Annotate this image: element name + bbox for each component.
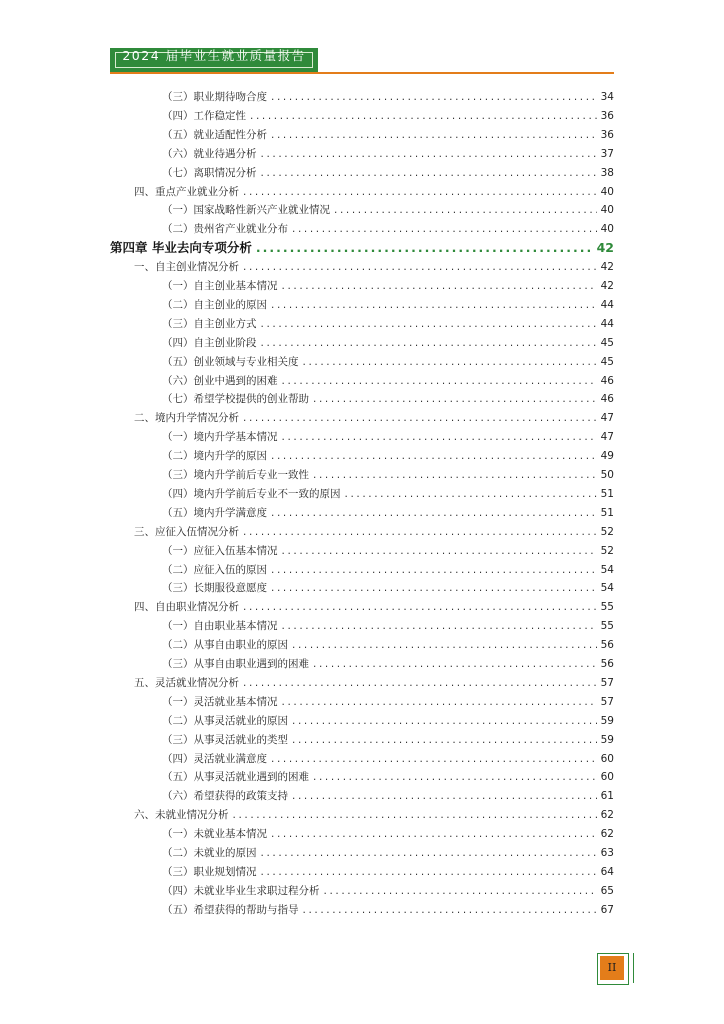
toc-entry-page-number: 55 <box>600 620 614 633</box>
page-number: II <box>600 956 624 980</box>
toc-entry-label: （一）自主创业基本情况 <box>162 280 278 292</box>
toc-dot-leader <box>271 750 597 768</box>
toc-subsection-entry[interactable] <box>162 901 614 919</box>
toc-dot-leader <box>345 485 597 503</box>
toc-dot-leader <box>250 107 597 125</box>
toc-dot-leader <box>271 579 597 597</box>
toc-entry-label: （一）境内升学基本情况 <box>162 431 278 444</box>
toc-entry-page-number: 45 <box>600 355 614 368</box>
toc-entry-label: （一）灵活就业基本情况 <box>162 695 278 708</box>
toc-entry-label: （二）自主创业的原因 <box>162 298 267 311</box>
toc-entry-label: （五）境内升学满意度 <box>162 506 267 519</box>
toc-entry-page-number: 38 <box>600 166 614 179</box>
toc-dot-leader <box>282 693 597 711</box>
toc-subsection-entry[interactable] <box>162 542 614 560</box>
toc-subsection-entry[interactable] <box>162 164 614 182</box>
toc-dot-leader <box>303 353 597 371</box>
toc-entry-page-number: 42 <box>600 280 614 292</box>
toc-subsection-entry[interactable] <box>162 844 614 862</box>
toc-dot-leader <box>271 88 597 106</box>
toc-entry-label: 五、灵活就业情况分析 <box>134 676 239 689</box>
toc-entry-label: （四）工作稳定性 <box>162 109 246 122</box>
toc-entry-page-number: 49 <box>600 450 614 463</box>
toc-entry-label: （一）应征入伍基本情况 <box>162 544 278 557</box>
toc-entry-label: （四）自主创业阶段 <box>162 336 257 349</box>
toc-entry-label: （三）职业规划情况 <box>162 865 257 878</box>
toc-entry-label: （五）从事灵活就业遇到的困难 <box>162 771 309 784</box>
toc-dot-leader <box>243 409 597 427</box>
toc-dot-leader <box>282 542 597 560</box>
toc-entry-page-number: 45 <box>600 336 614 349</box>
toc-subsection-entry[interactable] <box>162 712 614 730</box>
header-divider <box>318 72 614 74</box>
toc-entry-label: （二）贵州省产业就业分布 <box>162 223 288 236</box>
toc-subsection-entry[interactable] <box>162 334 614 352</box>
toc-entry-page-number: 37 <box>600 147 614 160</box>
toc-entry-page-number: 57 <box>600 695 614 708</box>
report-title: 2024 届毕业生就业质量报告 <box>122 48 306 63</box>
header-divider-left <box>110 72 318 74</box>
toc-entry-page-number: 56 <box>600 639 614 652</box>
toc-subsection-entry[interactable] <box>162 466 614 484</box>
toc-dot-leader <box>313 466 597 484</box>
toc-entry-page-number: 62 <box>600 809 614 822</box>
toc-subsection-entry[interactable] <box>162 655 614 673</box>
toc-section-entry[interactable] <box>134 523 614 541</box>
toc-entry-page-number: 52 <box>600 525 614 538</box>
toc-entry-label: 六、未就业情况分析 <box>134 809 229 822</box>
toc-entry-label: （五）创业领域与专业相关度 <box>162 355 299 368</box>
toc-entry-page-number: 57 <box>600 676 614 689</box>
toc-entry-page-number: 62 <box>600 828 614 841</box>
toc-entry-label: （二）境内升学的原因 <box>162 450 267 463</box>
toc-dot-leader <box>292 220 597 238</box>
toc-entry-page-number: 47 <box>600 412 614 425</box>
toc-entry-page-number: 36 <box>600 128 614 141</box>
toc-dot-leader <box>271 126 597 144</box>
toc-subsection-entry[interactable] <box>162 617 614 635</box>
toc-entry-label: 第四章 毕业去向专项分析 <box>110 240 252 256</box>
toc-dot-leader <box>313 390 597 408</box>
toc-entry-page-number: 60 <box>600 771 614 784</box>
toc-entry-page-number: 59 <box>600 714 614 727</box>
toc-subsection-entry[interactable] <box>162 768 614 786</box>
toc-dot-leader <box>271 561 597 579</box>
toc-section-entry[interactable] <box>134 409 614 427</box>
toc-dot-leader <box>261 164 597 182</box>
toc-dot-leader <box>282 277 597 295</box>
toc-entry-page-number: 42 <box>596 240 614 256</box>
toc-section-entry[interactable] <box>134 806 614 824</box>
toc-entry-page-number: 54 <box>600 582 614 595</box>
toc-dot-leader <box>271 447 597 465</box>
toc-dot-leader <box>282 617 597 635</box>
toc-entry-page-number: 60 <box>600 752 614 765</box>
toc-entry-page-number: 42 <box>600 261 614 274</box>
toc-dot-leader <box>282 372 597 390</box>
toc-entry-page-number: 40 <box>600 204 614 217</box>
toc-entry-page-number: 65 <box>600 884 614 897</box>
toc-subsection-entry[interactable] <box>162 693 614 711</box>
toc-entry-page-number: 34 <box>600 91 614 103</box>
toc-section-entry[interactable] <box>134 183 614 201</box>
toc-entry-page-number: 46 <box>600 393 614 406</box>
toc-entry-label: （六）创业中遇到的困难 <box>162 374 278 387</box>
toc-dot-leader <box>233 806 597 824</box>
toc-entry-page-number: 51 <box>600 487 614 500</box>
toc-dot-leader <box>324 882 597 900</box>
toc-entry-page-number: 51 <box>600 506 614 519</box>
toc-entry-label: （三）长期服役意愿度 <box>162 582 267 595</box>
toc-subsection-entry[interactable] <box>162 787 614 805</box>
toc-entry-label: （五）就业适配性分析 <box>162 128 267 141</box>
toc-entry-label: （一）国家战略性新兴产业就业情况 <box>162 204 330 217</box>
toc-entry-label: （六）希望获得的政策支持 <box>162 790 288 803</box>
toc-subsection-entry[interactable] <box>162 201 614 219</box>
toc-dot-leader <box>243 258 597 276</box>
toc-entry-label: （七）离职情况分析 <box>162 166 257 179</box>
toc-subsection-entry[interactable] <box>162 390 614 408</box>
toc-entry-label: （七）希望学校提供的创业帮助 <box>162 393 309 406</box>
page-number-frame-edge <box>627 953 634 983</box>
toc-subsection-entry[interactable] <box>162 220 614 238</box>
toc-subsection-entry[interactable] <box>162 126 614 144</box>
toc-dot-leader <box>334 201 597 219</box>
toc-entry-label: （三）从事灵活就业的类型 <box>162 733 288 746</box>
toc-entry-label: （一）未就业基本情况 <box>162 828 267 841</box>
toc-dot-leader <box>313 655 597 673</box>
toc-subsection-entry[interactable] <box>162 636 614 654</box>
toc-entry-page-number: 56 <box>600 658 614 670</box>
toc-subsection-entry[interactable] <box>162 731 614 749</box>
toc-subsection-entry[interactable] <box>162 882 614 900</box>
toc-subsection-entry[interactable] <box>162 315 614 333</box>
toc-entry-page-number: 44 <box>600 298 614 311</box>
toc-dot-leader <box>243 183 597 201</box>
toc-entry-page-number: 52 <box>600 544 614 557</box>
toc-subsection-entry[interactable] <box>162 579 614 597</box>
toc-entry-page-number: 40 <box>600 185 614 198</box>
toc-dot-leader <box>271 504 597 522</box>
toc-dot-leader <box>261 863 597 881</box>
toc-entry-page-number: 47 <box>600 431 614 444</box>
toc-subsection-entry[interactable] <box>162 428 614 446</box>
toc-entry-label: （六）就业待遇分析 <box>162 147 257 160</box>
toc-entry-label: （二）从事灵活就业的原因 <box>162 714 288 727</box>
toc-entry-label: 三、应征入伍情况分析 <box>134 525 239 538</box>
toc-entry-label: （四）灵活就业满意度 <box>162 752 267 765</box>
toc-entry-label: 四、重点产业就业分析 <box>134 185 239 198</box>
toc-entry-page-number: 36 <box>600 109 614 122</box>
toc-subsection-entry[interactable] <box>162 447 614 465</box>
toc-dot-leader <box>292 731 597 749</box>
toc-subsection-entry[interactable] <box>162 825 614 843</box>
toc-dot-leader <box>292 636 597 654</box>
toc-entry-page-number: 50 <box>600 469 614 481</box>
toc-subsection-entry[interactable] <box>162 863 614 881</box>
toc-entry-label: （三）从事自由职业遇到的困难 <box>162 658 309 670</box>
toc-dot-leader <box>313 768 597 786</box>
toc-section-entry[interactable] <box>134 674 614 692</box>
toc-entry-page-number: 44 <box>600 317 614 330</box>
toc-subsection-entry[interactable] <box>162 504 614 522</box>
toc-dot-leader <box>303 901 597 919</box>
toc-dot-leader <box>256 239 593 257</box>
toc-subsection-entry[interactable] <box>162 88 614 106</box>
toc-dot-leader <box>261 334 597 352</box>
report-header-banner <box>110 48 318 72</box>
toc-entry-page-number: 54 <box>600 563 614 576</box>
toc-dot-leader <box>282 428 597 446</box>
toc-entry-page-number: 63 <box>600 847 614 859</box>
toc-subsection-entry[interactable] <box>162 561 614 579</box>
toc-dot-leader <box>261 145 597 163</box>
page-number-frame <box>597 953 629 985</box>
toc-dot-leader <box>243 523 597 541</box>
toc-entry-page-number: 67 <box>600 903 614 916</box>
toc-entry-label: （三）境内升学前后专业一致性 <box>162 469 309 481</box>
toc-entry-label: 四、自由职业情况分析 <box>134 601 239 614</box>
toc-chapter-entry[interactable] <box>110 239 614 257</box>
toc-entry-page-number: 64 <box>600 865 614 878</box>
toc-subsection-entry[interactable] <box>162 145 614 163</box>
toc-section-entry[interactable] <box>134 258 614 276</box>
toc-dot-leader <box>292 712 597 730</box>
toc-dot-leader <box>261 844 597 862</box>
toc-dot-leader <box>292 787 597 805</box>
toc-dot-leader <box>271 296 597 314</box>
toc-dot-leader <box>261 315 597 333</box>
toc-entry-label: （二）应征入伍的原因 <box>162 563 267 576</box>
toc-dot-leader <box>243 598 597 616</box>
toc-dot-leader <box>271 825 597 843</box>
toc-entry-label: 一、自主创业情况分析 <box>134 261 239 274</box>
toc-subsection-entry[interactable] <box>162 485 614 503</box>
toc-subsection-entry[interactable] <box>162 372 614 390</box>
toc-entry-label: （三）职业期待吻合度 <box>162 91 267 103</box>
toc-subsection-entry[interactable] <box>162 277 614 295</box>
toc-entry-page-number: 40 <box>600 223 614 236</box>
toc-entry-page-number: 61 <box>600 790 614 803</box>
toc-subsection-entry[interactable] <box>162 296 614 314</box>
toc-subsection-entry[interactable] <box>162 107 614 125</box>
toc-entry-label: （一）自由职业基本情况 <box>162 620 278 633</box>
toc-entry-page-number: 59 <box>600 733 614 746</box>
toc-section-entry[interactable] <box>134 598 614 616</box>
toc-entry-label: （二）从事自由职业的原因 <box>162 639 288 652</box>
toc-subsection-entry[interactable] <box>162 353 614 371</box>
toc-entry-label: （四）未就业毕业生求职过程分析 <box>162 884 320 897</box>
toc-entry-page-number: 46 <box>600 374 614 387</box>
toc-entry-label: （三）自主创业方式 <box>162 317 257 330</box>
toc-entry-label: （二）未就业的原因 <box>162 847 257 859</box>
toc-entry-page-number: 55 <box>600 601 614 614</box>
toc-dot-leader <box>243 674 597 692</box>
toc-subsection-entry[interactable] <box>162 750 614 768</box>
toc-entry-label: （四）境内升学前后专业不一致的原因 <box>162 487 341 500</box>
toc-entry-label: （五）希望获得的帮助与指导 <box>162 903 299 916</box>
toc-entry-label: 二、境内升学情况分析 <box>134 412 239 425</box>
